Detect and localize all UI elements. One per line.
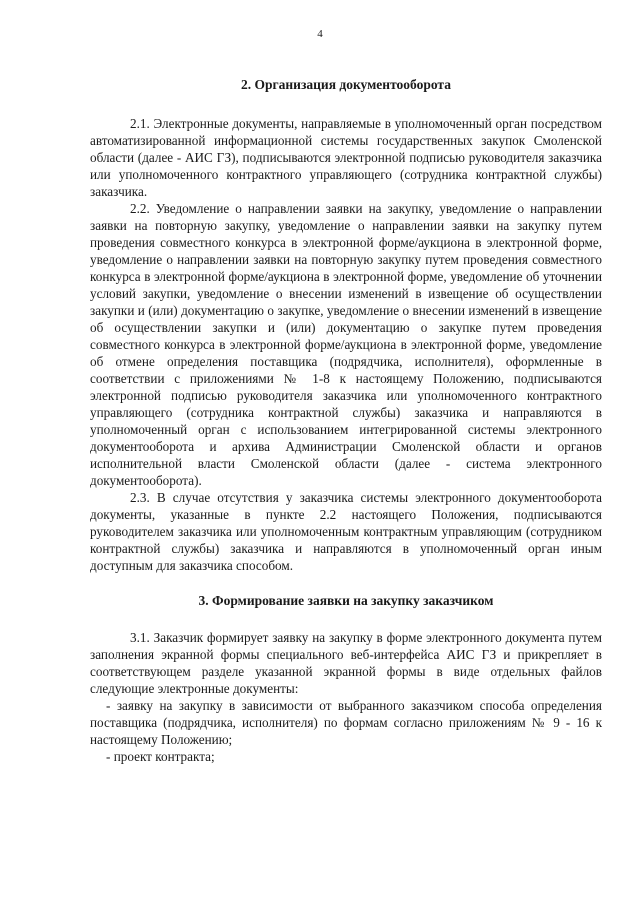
section-3-heading: 3. Формирование заявки на закупку заказчиком [198,593,494,608]
paragraph-2-2: 2.2. Уведомление о направлении заявки на закупку, уведомление о направлении заявки на повторную закупку, уведомление о направлении заявки на закупку путем проведения совместного конкурса в электронной форме/аукциона в электронной форме, уведомление о направлении заявки на повторную закупку путем проведения совместного конкурса в электронной форме/аукциона в электронной форме, уведомление об уточнении условий закупки, уведомление о внесении изменений в извещение об осуществлении закупки и (или) документацию о закупке, уведомление о внесении изменений в извещение об осуществлении закупки и (или) документацию о закупке путем проведения совместного конкурса в электронной форме/аукциона в электронной форме, уведомление об отмене определения поставщика (подрядчика, исполнителя), оформленные в соответствии с приложениями № 1-8 к настоящему Положению, подписываются электронной подписью руководителя заказчика или уполномоченного контрактного управляющего (сотрудника контрактной службы) заказчика и направляются в уполномоченный орган с использованием интегрированной системы электронного документооборота и архива Администрации Смоленской области и органов исполнительной власти Смоленской области (далее - система электронного документооборота). [90,201,602,488]
paragraph-2-1: 2.1. Электронные документы, направляемые в уполномоченный орган посредством автоматизированной информационной системы государственных закупок Смоленской области (далее - АИС ГЗ), подписываются электронной подписью руководителя заказчика или уполномоченного контрактного управляющего (сотрудника контрактной службы) заказчика. [90,116,602,199]
paragraph-3-1: 3.1. Заказчик формирует заявку на закупку в форме электронного документа путем заполнения экранной формы специального веб-интерфейса АИС ГЗ и прикрепляет в соответствующем разделе указанной экранной формы в виде отдельных файлов следующие электронные документы: [90,630,602,696]
list-item-application: - заявку на закупку в зависимости от выбранного заказчиком способа определения поставщика (подрядчика, исполнителя) по формам согласно приложениям № 9 - 16 к настоящему Положению; [90,698,602,747]
page-number: 4 [317,28,323,40]
section-2-heading: 2. Организация документооборота [241,77,451,92]
document-body [90,76,602,765]
paragraph-2-3: 2.3. В случае отсутствия у заказчика системы электронного документооборота документы, указанные в пункте 2.2 настоящего Положения, подписываются руководителем заказчика или уполномоченным контрактным управляющим (сотрудником контрактной службы) заказчика и направляются в уполномоченный орган иным доступным для заказчика способом. [90,490,602,573]
list-item-contract-draft: - проект контракта; [106,749,215,764]
